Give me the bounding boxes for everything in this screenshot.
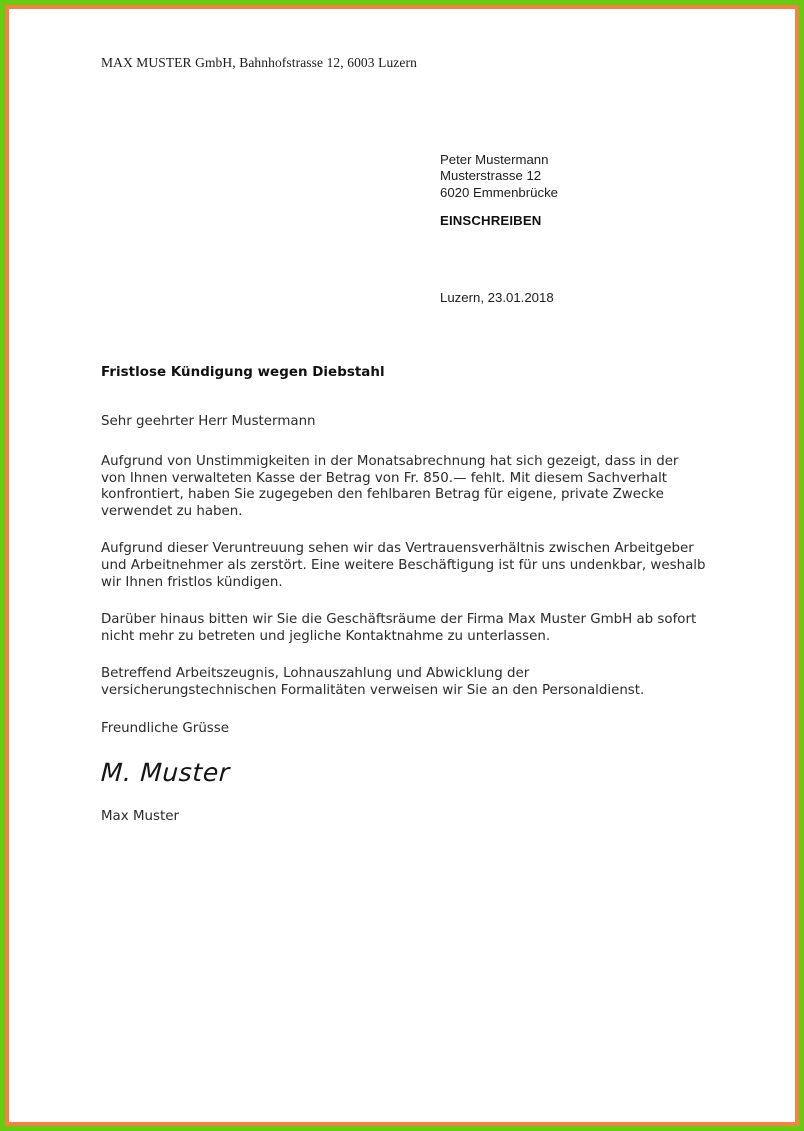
closing-greeting: Freundliche Grüsse (101, 720, 229, 736)
recipient-street: Musterstrasse 12 (440, 168, 542, 184)
body-paragraph-2: Aufgrund dieser Veruntreuung sehen wir das Vertrauensverhältnis zwischen Arbeitgeber und Arbeitnehmer als zerstört. Eine weitere Beschäftigung ist für uns undenkbar, weshalb wir Ihnen fristlos kündigen. (101, 541, 706, 590)
recipient-address-block (440, 152, 558, 201)
sender-address-line: MAX MUSTER GmbH, Bahnhofstrasse 12, 6003 Luzern (101, 55, 417, 70)
subject-line: Fristlose Kündigung wegen Diebstahl (101, 365, 385, 380)
letter-sheet (9, 9, 795, 1122)
recipient-name: Peter Mustermann (440, 152, 549, 167)
registered-mail-label: EINSCHREIBEN (440, 213, 542, 228)
handwritten-signature: M. Muster (100, 757, 231, 787)
place-and-date: Luzern, 23.01.2018 (440, 290, 554, 305)
signer-printed-name: Max Muster (101, 808, 179, 824)
body-paragraph-3: Darüber hinaus bitten wir Sie die Geschäftsräume der Firma Max Muster GmbH ab sofort nicht mehr zu betreten und jegliche Kontaktnahme zu unterlassen. (101, 612, 697, 644)
salutation: Sehr geehrter Herr Mustermann (101, 414, 316, 429)
body-paragraph-1: Aufgrund von Unstimmigkeiten in der Monatsabrechnung hat sich gezeigt, dass in der von Ihnen verwalteten Kasse der Betrag von Fr. 850.— fehlt. Mit diesem Sachverhalt konfrontiert, haben Sie zugegeben den fehlbaren Betrag für eigene, private Zwecke verwendet zu haben. (101, 454, 679, 519)
body-paragraph-4: Betreffend Arbeitszeugnis, Lohnauszahlung und Abwicklung der versicherungstechnischen Formalitäten verweisen wir Sie an den Personaldienst. (101, 666, 645, 698)
letter-body (101, 365, 707, 824)
recipient-city: 6020 Emmenbrücke (440, 184, 559, 200)
